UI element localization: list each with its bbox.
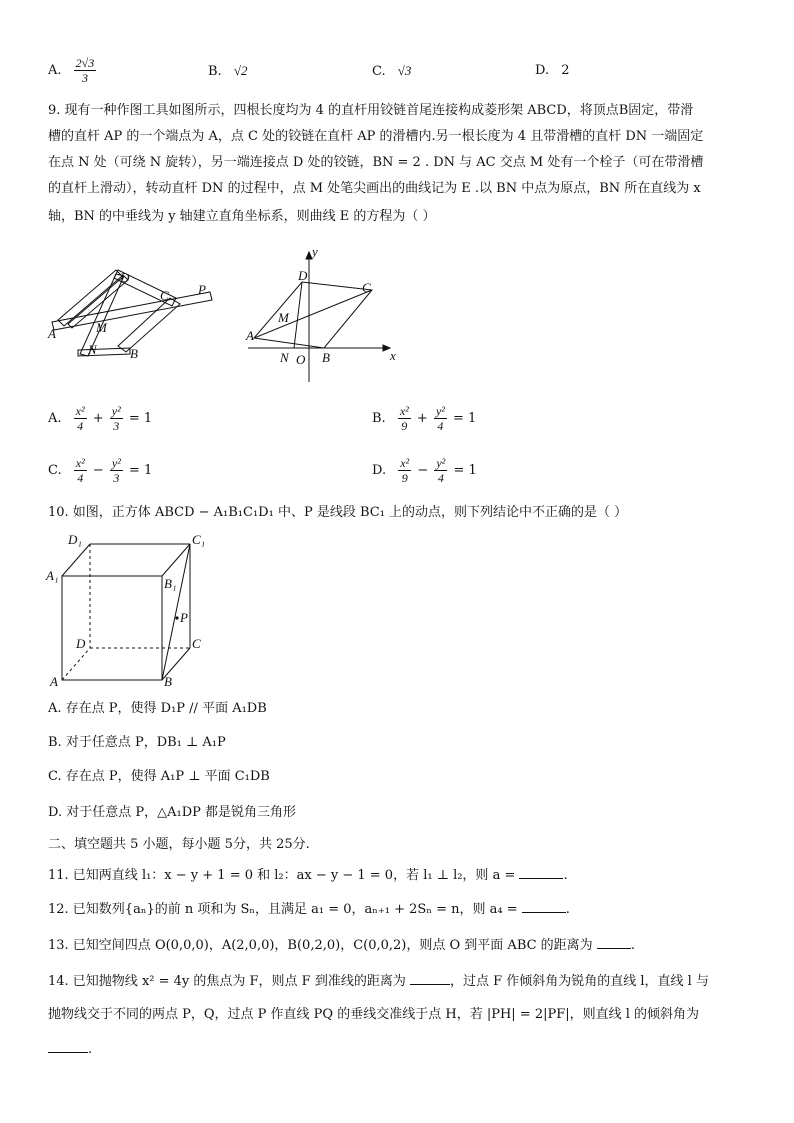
- q9-line-1: 9. 现有一种作图工具如图所示，四根长度均为 4 的直杆用铰链首尾连接构成菱形架 ABCD，将顶点B固定，带滑: [48, 103, 694, 118]
- q13-answer-blank[interactable]: [597, 934, 631, 949]
- numerator: y²: [435, 404, 445, 418]
- q11: [48, 864, 748, 887]
- option-value: √3: [397, 63, 412, 78]
- q12: [48, 898, 748, 921]
- label-N: N: [88, 342, 97, 357]
- q12-answer-blank[interactable]: [522, 898, 566, 913]
- label-M: M: [96, 320, 107, 335]
- fraction-y: [434, 456, 447, 485]
- label-D: D: [120, 270, 130, 285]
- label-y: y: [312, 244, 318, 259]
- option-label: D.: [535, 63, 550, 78]
- q11-text: 11. 已知两直线 l₁：x − y + 1 = 0 和 l₂：ax − y − 1 = 0，若 l₁ ⊥ l₂，则 a =: [48, 868, 516, 883]
- q10-option-b: B. 对于任意点 P，DB₁ ⊥ A₁P: [48, 735, 226, 750]
- label-D: D: [76, 636, 86, 651]
- q9-line-5: 轴，BN 的中垂线为 y 轴建立直角坐标系，则曲线 E 的方程为（ ）: [48, 209, 436, 224]
- hidden-edge-ad: [62, 648, 90, 680]
- x-axis-arrow: [383, 345, 390, 351]
- denominator: 4: [437, 471, 444, 485]
- q10-stem: 10. 如图，正方体 ABCD − A₁B₁C₁D₁ 中、P 是线段 BC₁ 上的动点，则下列结论中不正确的是（ ）: [48, 505, 628, 520]
- numerator: y²: [111, 456, 121, 470]
- q8-option-a: [48, 56, 98, 85]
- option-value: √2: [233, 63, 248, 78]
- q11-period: .: [563, 868, 568, 883]
- q9-option-b: [372, 404, 476, 433]
- equals: = 1: [128, 411, 153, 426]
- label-P: P: [198, 282, 206, 297]
- label-M: M: [278, 310, 289, 325]
- numerator: x²: [75, 404, 85, 418]
- fraction-x: [74, 404, 87, 433]
- bar-ad: [58, 270, 122, 326]
- denominator: 9: [401, 471, 408, 485]
- fraction-y: [110, 456, 123, 485]
- q9-line-3: 在点 N 处（可绕 N 旋转），另一端连接点 D 处的铰链，BN = 2 . DN 与 AC 交点 M 处有一个栓子（可在带滑槽: [48, 155, 704, 170]
- edge-a1d1: [62, 544, 90, 576]
- denominator: 3: [81, 71, 88, 85]
- fraction-x: [398, 456, 411, 485]
- fraction: [74, 56, 97, 85]
- numerator: 2√3: [75, 56, 95, 70]
- q14-answer-blank-1[interactable]: [410, 970, 450, 985]
- label-B1: B₁: [164, 576, 177, 591]
- front-face: [62, 576, 162, 680]
- label-A: A: [50, 674, 58, 689]
- operator: +: [416, 411, 428, 426]
- q14-line-1: [48, 970, 748, 993]
- edge-b1c1: [162, 544, 190, 576]
- numerator: x²: [399, 404, 409, 418]
- numerator: x²: [75, 456, 85, 470]
- denominator: 4: [437, 419, 444, 433]
- q9-option-d: [372, 456, 477, 485]
- denominator: 3: [113, 471, 120, 485]
- label-A1: A₁: [46, 568, 59, 583]
- fraction-y: [110, 404, 123, 433]
- q12-text: 12. 已知数列{aₙ}的前 n 项和为 Sₙ，且满足 a₁ = 0，aₙ₊₁ + 2Sₙ = n，则 a₄ =: [48, 902, 518, 917]
- q10-option-a: A. 存在点 P，使得 D₁P // 平面 A₁DB: [48, 701, 267, 716]
- numerator: y²: [436, 456, 446, 470]
- label-O: O: [296, 352, 306, 367]
- label-D1: D₁: [68, 532, 82, 547]
- denominator: 9: [401, 419, 408, 433]
- q14-line-2: 抛物线交于不同的两点 P，Q，过点 P 作直线 PQ 的垂线交准线于点 H，若 |PH| = 2|PF|，则直线 l 的倾斜角为: [48, 1007, 700, 1022]
- operator: −: [92, 463, 104, 478]
- label-A: A: [48, 326, 56, 341]
- point-p: [175, 616, 178, 619]
- q13: [48, 934, 748, 957]
- section-2-heading: 二、填空题共 5 小题，每小题 5分，共 25分.: [48, 837, 310, 852]
- denominator: 4: [77, 419, 84, 433]
- option-label: C.: [372, 64, 386, 79]
- option-label: C.: [48, 463, 62, 478]
- q8-option-c: [372, 60, 411, 83]
- q9-line-2: 槽的直杆 AP 的一个端点为 A，点 C 处的铰链在直杆 AP 的滑槽内.另一根长度为 4 且带滑槽的直杆 DN 一端固定: [48, 129, 704, 144]
- q9-coordinate-figure: [240, 242, 410, 387]
- q10-option-d: D. 对于任意点 P，△A₁DP 都是锐角三角形: [48, 805, 297, 820]
- fraction-y: [434, 404, 447, 433]
- q8-option-b: [208, 60, 247, 83]
- numerator: y²: [111, 404, 121, 418]
- q12-period: .: [565, 902, 570, 917]
- label-B: B: [164, 674, 172, 689]
- label-C: C: [192, 636, 201, 651]
- option-label: B.: [208, 64, 222, 79]
- operator: +: [92, 411, 104, 426]
- label-C: C: [362, 280, 371, 295]
- denominator: 3: [113, 419, 120, 433]
- equals: = 1: [453, 411, 477, 426]
- q8-option-d: [535, 60, 570, 82]
- label-A: A: [246, 328, 254, 343]
- denominator: 4: [77, 471, 84, 485]
- fraction-x: [398, 404, 411, 433]
- diagonal-ac: [254, 290, 372, 338]
- q14-text-1: 14. 已知抛物线 x² = 4y 的焦点为 F，则点 F 到准线的距离为: [48, 974, 406, 989]
- q13-text: 13. 已知空间四点 O(0,0,0)，A(2,0,0)，B(0,2,0)，C(0,0,2)，则点 O 到平面 ABC 的距离为: [48, 938, 593, 953]
- label-C: C: [160, 288, 169, 303]
- q14-text-2: ，过点 F 作倾斜角为锐角的直线 l，直线 l 与: [449, 974, 709, 989]
- label-P: P: [180, 610, 188, 625]
- segment-dn: [294, 282, 302, 348]
- option-label: A.: [48, 63, 62, 78]
- label-N: N: [280, 350, 289, 365]
- q14-line-3: [48, 1038, 748, 1061]
- q9-tool-figure: [44, 262, 224, 367]
- option-label: A.: [48, 411, 62, 426]
- q9-option-a: [48, 404, 152, 433]
- q14-answer-blank-2[interactable]: [48, 1038, 88, 1053]
- label-D: D: [298, 268, 308, 283]
- q10-cube-figure: [44, 530, 224, 690]
- label-C1: C₁: [192, 532, 206, 547]
- rhombus-abcd: [254, 282, 372, 348]
- operator: −: [417, 463, 429, 478]
- q14-period: .: [88, 1042, 93, 1057]
- equals: = 1: [453, 463, 477, 478]
- equals: = 1: [128, 463, 153, 478]
- label-x: x: [390, 348, 396, 363]
- option-label: B.: [372, 411, 386, 426]
- q9-option-c: [48, 456, 152, 485]
- q9-line-4: 的直杆上滑动），转动直杆 DN 的过程中，点 M 处笔尖画出的曲线记为 E .以 BN 中点为原点，BN 所在直线为 x: [48, 181, 701, 196]
- option-label: D.: [372, 463, 387, 478]
- option-value: 2: [561, 63, 570, 78]
- fraction-x: [74, 456, 87, 485]
- q10-option-c: C. 存在点 P，使得 A₁P ⊥ 平面 C₁DB: [48, 769, 270, 784]
- q11-answer-blank[interactable]: [519, 864, 563, 879]
- label-B: B: [130, 346, 138, 361]
- bar-cb: [118, 298, 180, 352]
- label-B: B: [322, 350, 330, 365]
- numerator: x²: [400, 456, 410, 470]
- q13-period: .: [630, 938, 635, 953]
